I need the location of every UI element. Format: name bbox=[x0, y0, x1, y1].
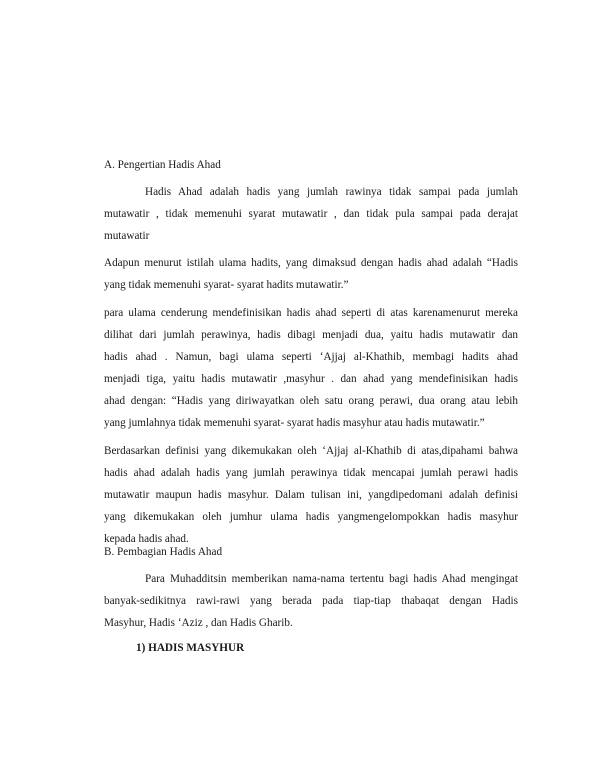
paragraph-line: ahad dengan: “Hadis yang diriwayatkan oleh satu orang perawi, dua orang atau lebih bbox=[104, 395, 518, 407]
paragraph-line: para ulama cenderung mendefinisikan hadis ahad seperti di atas karenamenurut mereka bbox=[104, 307, 518, 319]
paragraph-line: mutawatir maupun hadis masyhur. Dalam tulisan ini, yangdipedomani adalah definisi bbox=[104, 489, 518, 501]
paragraph-line: yang jumlahnya tidak memenuhi syarat- syarat hadis masyhur atau hadis mutawatir.” bbox=[104, 417, 485, 429]
paragraph-line: Berdasarkan definisi yang dikemukakan oleh ‘Ajjaj al-Khathib di atas,dipahami bahwa bbox=[104, 445, 518, 457]
paragraph-line: Masyhur, Hadis ‘Aziz , dan Hadis Gharib. bbox=[104, 617, 293, 629]
paragraph-line: menjadi tiga, yaitu hadis mutawatir ,masyhur . dan ahad yang mendefinisikan hadis bbox=[104, 373, 518, 385]
paragraph-line: banyak-sedikitnya rawi-rawi yang berada pada tiap-tiap thabaqat dengan Hadis bbox=[104, 595, 518, 607]
paragraph-line: hadis ahad . Namun, bagi ulama seperti ‘Ajjaj al-Khathib, membagi hadits ahad bbox=[104, 351, 518, 363]
section-a-heading: A. Pengertian Hadis Ahad bbox=[104, 159, 221, 171]
paragraph-line: Para Muhadditsin memberikan nama-nama tertentu bagi hadis Ahad mengingat bbox=[145, 573, 518, 585]
paragraph-line: hadis ahad adalah hadis yang jumlah perawinya tidak mencapai jumlah perawi hadis bbox=[104, 467, 518, 479]
paragraph-line: Adapun menurut istilah ulama hadits, yang dimaksud dengan hadis ahad adalah “Hadis bbox=[104, 257, 518, 269]
paragraph-line: mutawatir bbox=[104, 230, 150, 242]
paragraph-line: mutawatir , tidak memenuhi syarat mutawatir , dan tidak pula sampai pada derajat bbox=[104, 208, 518, 220]
paragraph-line: dilihat dari jumlah perawinya, hadis dibagi menjadi dua, yaitu hadis mutawatir dan bbox=[104, 329, 518, 341]
paragraph-line: Hadis Ahad adalah hadis yang jumlah rawinya tidak sampai pada jumlah bbox=[145, 186, 518, 198]
paragraph-line: yang dikemukakan oleh jumhur ulama hadis yangmengelompokkan hadis masyhur bbox=[104, 511, 518, 523]
paragraph-line: kepada hadis ahad. bbox=[104, 533, 189, 545]
paragraph-line: yang tidak memenuhi syarat- syarat hadits mutawatir.” bbox=[104, 279, 349, 291]
section-b-heading: B. Pembagian Hadis Ahad bbox=[104, 546, 223, 558]
subsection-heading-hadis-masyhur: 1) HADIS MASYHUR bbox=[136, 642, 245, 654]
